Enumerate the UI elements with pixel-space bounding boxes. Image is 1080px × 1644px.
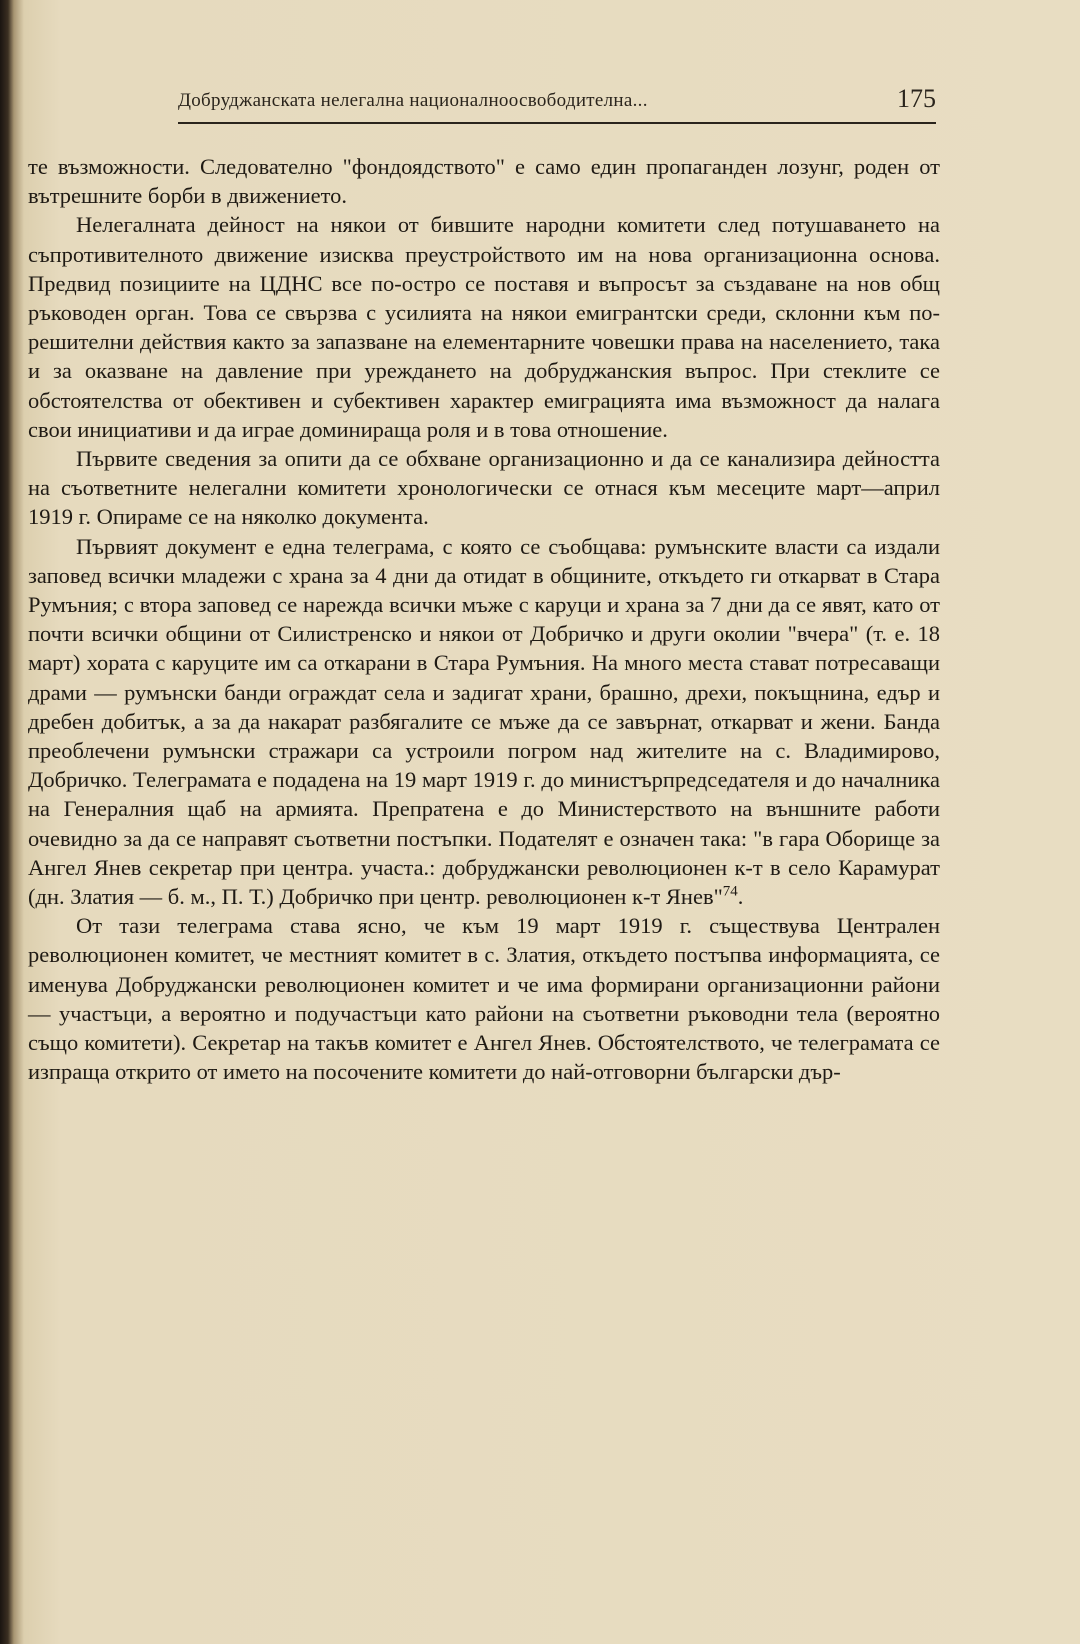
paragraph-text: Първият документ е една телеграма, с която се съобщава: румънските власти са издали заповед всички младежи с храна за 4 дни да отидат в общините, откъдето ги откарват в Стара Румъния; с втора заповед се нарежда всички мъже с каруци и храна за 7 дни да се явят, като от почти всички общини от Силистренско и някои от Добричко и други околии "вчера" (т. е. 18 март) хората с каруците им са откарани в Стара Румъния. На много места стават потресаващи драми — румънски банди ограждат села и задигат храни, брашно, дрехи, покъщнина, едър и дребен добитък, а за да накарат разбягалите се мъже да се завърнат, откарват и жени. Банда преоблечени румънски стражари са устроили погром над жителите на с. Владимирово, Добричко. Телеграмата е подадена на 19 март 1919 г. до министърпредседателя и до началника на Генералния щаб на армията. Препратена е до Министерството на външните работи очевидно за да се направят съответни постъпки. Подателят е означен така: "в гара Оборище за Ангел Янев секретар при центра. участа.: добруджански революционен к-т в село Карамурат (дн. Златия — б. м., П. Т.) Добричко при центр. революционен к-т Янев" bbox=[28, 533, 940, 910]
paragraph-end-punctuation: . bbox=[737, 884, 744, 910]
page-number: 175 bbox=[897, 84, 936, 113]
footnote-marker: 74 bbox=[722, 883, 738, 900]
running-title: Добруджанската нелегална националноосвободителна... bbox=[178, 90, 648, 111]
paragraph: Нелегалната дейност на някои от бившите народни комитети след потушаването на съпротивителното движение изисква преустройството им на нова организационна основа. Предвид позициите на ЦДНС все по-остро се поставя и въпросът за създаване на нов общ ръководен орган. Това се свързва с усилията на някои емигрантски среди, склонни към по-решителни действия както за запазване на елементарните човешки права на населението, така и за оказване на давление при уреждането на добруджанския въпрос. При стеклите се обстоятелства от обективен и субективен характер емиграцията има възможност да налага свои инициативи и да играе доминираща роля и в това отношение. bbox=[28, 212, 940, 442]
page-header bbox=[178, 86, 936, 124]
paragraph: Първите сведения за опити да се обхване организационно и да се канализира дейността на съответните нелегални комитети хронологически се отнася към месеците март—април 1919 г. Опираме се на няколко документа. bbox=[28, 446, 940, 530]
paragraph: От тази телеграма става ясно, че към 19 март 1919 г. съществува Централен революционен комитет, че местният комитет в с. Златия, откъдето постъпва информацията, се именува Добруджански революционен комитет и че има формирани организационни райони — участъци, а вероятно и подучастъци като райони на съответни ръководни тела (вероятно също комитети). Секретар на такъв комитет е Ангел Янев. Обстоятелството, че телеграмата се изпраща открито от името на посочените комитети до най-отговорни български дър- bbox=[28, 913, 940, 1085]
paragraph: те възможности. Следователно "фондоядството" е само един пропаганден лозунг, роден от вътрешните борби в движението. bbox=[28, 154, 940, 209]
paragraph bbox=[28, 532, 940, 912]
body-text bbox=[28, 152, 940, 1087]
